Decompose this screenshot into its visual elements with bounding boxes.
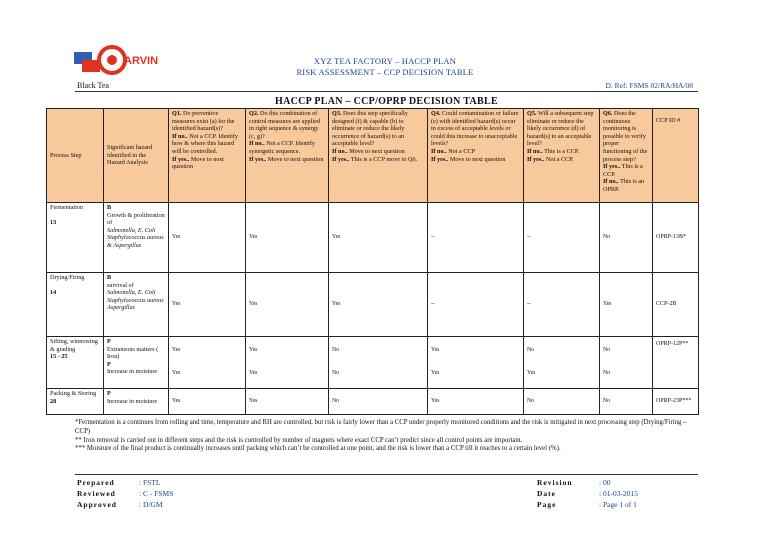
- q3-answer: No No: [329, 337, 428, 389]
- document-header-title: [200, 56, 570, 78]
- ccp-id-value: CCP-2B: [653, 273, 699, 337]
- q4-answer: Yes: [428, 389, 524, 415]
- col-hazard: Significant hazard identified in the Hazard Analysis: [104, 109, 169, 203]
- q2-answer: Yes Yes: [246, 337, 329, 389]
- q2-answer: Yes: [246, 389, 329, 415]
- approved-line: Approved : D/GM: [77, 500, 163, 509]
- q4-answer: --: [428, 203, 524, 273]
- process-step-cell: Fermentation 13: [47, 203, 104, 273]
- q5-answer: No Yes: [524, 337, 600, 389]
- table-row: [47, 389, 699, 415]
- subtitle-line: RISK ASSESSMENT – CCP DECISION TABLE: [296, 67, 474, 77]
- ccp-id-value: OPRP-23P***: [653, 389, 699, 415]
- document-reference: D. Ref: FSMS 02/RA/HA/08: [605, 81, 693, 90]
- col-process-step: Process Step: [47, 109, 104, 203]
- q6-answer: No No: [600, 337, 653, 389]
- page-line: Page : Page 1 of 1: [537, 500, 637, 509]
- col-q2: Q2. Do this combination of control measures are applied in right sequence & synergy (c, g)? If no.. Not a CCP. Identify synergetic sequence. If yes.. Move to next question: [246, 109, 329, 203]
- q3-answer: Yes: [329, 273, 428, 337]
- q2-answer: Yes: [246, 203, 329, 273]
- header-divider: [75, 91, 698, 92]
- footnotes: [75, 419, 698, 454]
- process-step-cell: Packing & Storing 28: [47, 389, 104, 415]
- col-ccp-id: CCP ID #: [653, 109, 699, 203]
- plan-title: HACCP PLAN – CCP/OPRP DECISION TABLE: [275, 96, 498, 107]
- q5-answer: --: [524, 203, 600, 273]
- hazard-cell: P Increase in moisture: [104, 389, 169, 415]
- process-step-cell: Drying/Firing 14: [47, 273, 104, 337]
- company-line: XYZ TEA FACTORY – HACCP PLAN: [313, 56, 457, 66]
- col-q1: Q1. Do preventive measures exist (a) for the identified hazard(s)? If no.. Not a CCP. Identify how & where this hazard will be controlled. If yes.. Move to next question: [169, 109, 246, 203]
- hazard-cell: B survival of Salmonella, E. Coli Staphylococcus aureus Aspergillus: [104, 273, 169, 337]
- ccp-id-value: OPRP-12P**: [653, 337, 699, 389]
- q1-answer: Yes: [169, 273, 246, 337]
- revision-line: Revision : 00: [537, 478, 611, 487]
- q2-answer: Yes: [246, 273, 329, 337]
- q4-answer: --: [428, 273, 524, 337]
- q1-answer: Yes Yes: [169, 337, 246, 389]
- table-header-row: [47, 109, 699, 203]
- q3-answer: Yes: [329, 203, 428, 273]
- footnote-moisture: *** Moisture of the final product is continually increases until packing which can’t be controlled at one point, and the risk is lower than a CCP till it reaches to a certain level (%).: [75, 445, 561, 453]
- prepared-line: Prepared : FSTL: [77, 478, 161, 487]
- reviewed-line: Reviewed : C - FSMS: [77, 489, 174, 498]
- q5-answer: --: [524, 273, 600, 337]
- col-q5: Q5. Will a subsequent step eliminate or reduce the likely occurrence (d) of hazard(s) to an acceptable level? If no.. This is a CCP. If yes.. Not a CCP.: [524, 109, 600, 203]
- col-q4: Q4. Could contamination or failure (e) with identified hazard(s) occur in excess of acceptable levels or could this increase to unacceptable levels? If no.. Not a CCP If yes.. Move to next question: [428, 109, 524, 203]
- footer-divider: [75, 474, 698, 475]
- q1-answer: Yes: [169, 389, 246, 415]
- signoff-right: [537, 477, 638, 510]
- footnote-fermentation: *Fermentation is a continues from rolling and time, temperature and RH are controlled, but risk is fairly lower than a CCP under properly monitored conditions and the risk is mitigated in next processing step (Drying/Firing – CCP): [75, 419, 687, 435]
- hazard-cell: P Extraneous matters ( Iron) P Increase in moisture: [104, 337, 169, 389]
- q3-answer: No: [329, 389, 428, 415]
- table-row: [47, 273, 699, 337]
- ccp-id-value: OPRP-13B*: [653, 203, 699, 273]
- q4-answer: Yes Yes: [428, 337, 524, 389]
- footnote-iron-removal: ** Iron removal is carried out in different steps and the risk is controlled by number of magnets where exact CCP can’t predict since all control points are important.: [75, 436, 523, 444]
- q1-answer: Yes: [169, 203, 246, 273]
- logo-text: ARVIN: [124, 55, 159, 67]
- process-step-cell: Sifting, winnowing & grading 15 - 25: [47, 337, 104, 389]
- table-row: [47, 337, 699, 389]
- q6-answer: Yes: [600, 273, 653, 337]
- hazard-cell: B Growth & proliferation of Salmonella, E. Coli Staphylococcus aureus & Aspergillus: [104, 203, 169, 273]
- company-logo: [66, 40, 176, 80]
- table-row: [47, 203, 699, 273]
- product-name: Black Tea: [77, 81, 109, 90]
- ccp-decision-table: [46, 108, 699, 415]
- q6-answer: No: [600, 389, 653, 415]
- date-line: Date : 01-03-2015: [537, 489, 638, 498]
- col-q6: Q6. Does the continuous monitoring is possible to verify proper functioning of the process step? If yes.. This is a CCP. If no.. This is an OPRP.: [600, 109, 653, 203]
- q6-answer: No: [600, 203, 653, 273]
- col-q3: Q3. Does this step specifically designed (f) & capable (b) to eliminate or reduce the likely occurrence of hazard(s) to an acceptable level? If no.. Move to next question If yes.. This is a CCP move to Q6.: [329, 109, 428, 203]
- q5-answer: No: [524, 389, 600, 415]
- signoff-left: [77, 477, 173, 510]
